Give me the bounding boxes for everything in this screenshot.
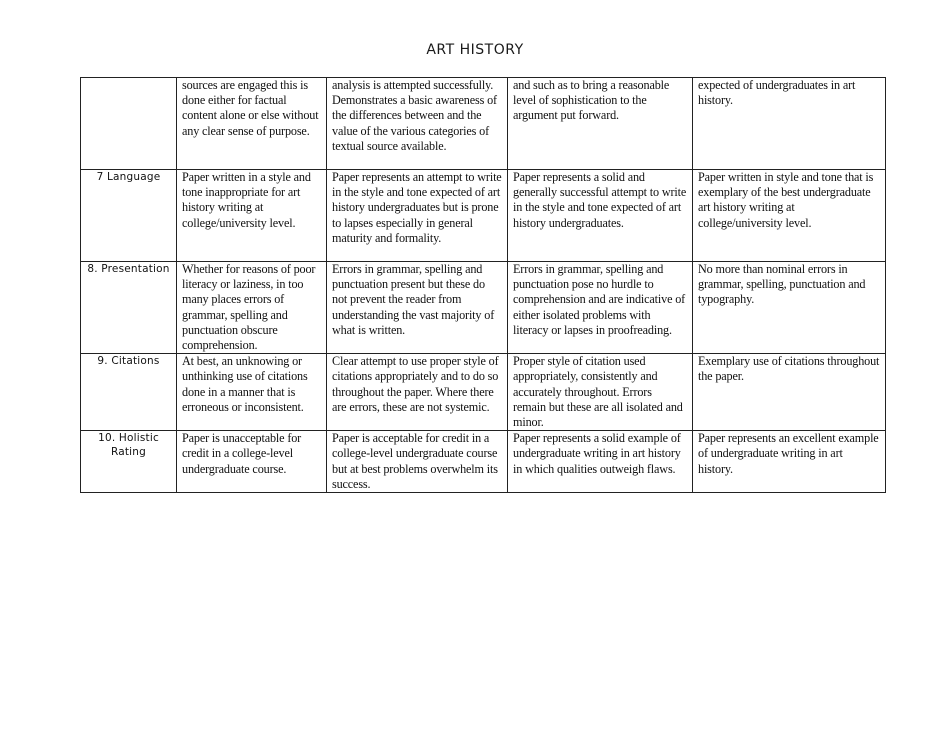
rubric-cell: and such as to bring a reasonable level of sophistication to the argument put forward. [508,78,693,170]
rubric-cell: Paper represents an excellent example of undergraduate writing in art history. [693,431,886,493]
rubric-cell: At best, an unknowing or unthinking use of citations done in a manner that is erroneous or inconsistent. [177,354,327,431]
criterion-cell: 8. Presentation [81,262,177,354]
rubric-cell: Clear attempt to use proper style of citations appropriately and to do so throughout the paper. Where there are errors, these are not systemic. [327,354,508,431]
table-row [81,262,886,354]
rubric-cell: Paper represents an attempt to write in the style and tone expected of art history undergraduates but is prone to lapses especially in general maturity and formality. [327,170,508,262]
rubric-cell: Paper written in style and tone that is exemplary of the best undergraduate art history writing at college/university level. [693,170,886,262]
rubric-cell: sources are engaged this is done either for factual content alone or else without any clear sense of purpose. [177,78,327,170]
rubric-cell: Paper is acceptable for credit in a college-level undergraduate course but at best problems overwhelm its success. [327,431,508,493]
rubric-cell: expected of undergraduates in art history. [693,78,886,170]
rubric-cell: Errors in grammar, spelling and punctuation pose no hurdle to comprehension and are indicative of either isolated problems with literacy or lapses in proofreading. [508,262,693,354]
table-row [81,354,886,431]
rubric-cell: Whether for reasons of poor literacy or laziness, in too many places errors of grammar, spelling and punctuation obscure comprehension. [177,262,327,354]
table-row [81,170,886,262]
table-row [81,431,886,493]
criterion-cell [81,78,177,170]
page-title: ART HISTORY [426,42,524,58]
rubric-cell: Paper is unacceptable for credit in a college-level undergraduate course. [177,431,327,493]
rubric-cell: Exemplary use of citations throughout the paper. [693,354,886,431]
rubric-cell: Paper represents a solid example of undergraduate writing in art history in which qualities outweigh flaws. [508,431,693,493]
criterion-cell: 10. Holistic Rating [81,431,177,493]
rubric-table [80,77,886,493]
criterion-cell: 7 Language [81,170,177,262]
rubric-cell: No more than nominal errors in grammar, spelling, punctuation and typography. [693,262,886,354]
table-row [81,78,886,170]
rubric-cell: Errors in grammar, spelling and punctuation present but these do not prevent the reader from understanding the vast majority of what is written. [327,262,508,354]
rubric-cell: Proper style of citation used appropriately, consistently and accurately throughout. Errors remain but these are all isolated and minor. [508,354,693,431]
rubric-cell: Paper written in a style and tone inappropriate for art history writing at college/university level. [177,170,327,262]
rubric-cell: Paper represents a solid and generally successful attempt to write in the style and tone expected of art history undergraduates. [508,170,693,262]
criterion-cell: 9. Citations [81,354,177,431]
rubric-cell: analysis is attempted successfully. Demonstrates a basic awareness of the differences between and the value of the various categories of textual source available. [327,78,508,170]
